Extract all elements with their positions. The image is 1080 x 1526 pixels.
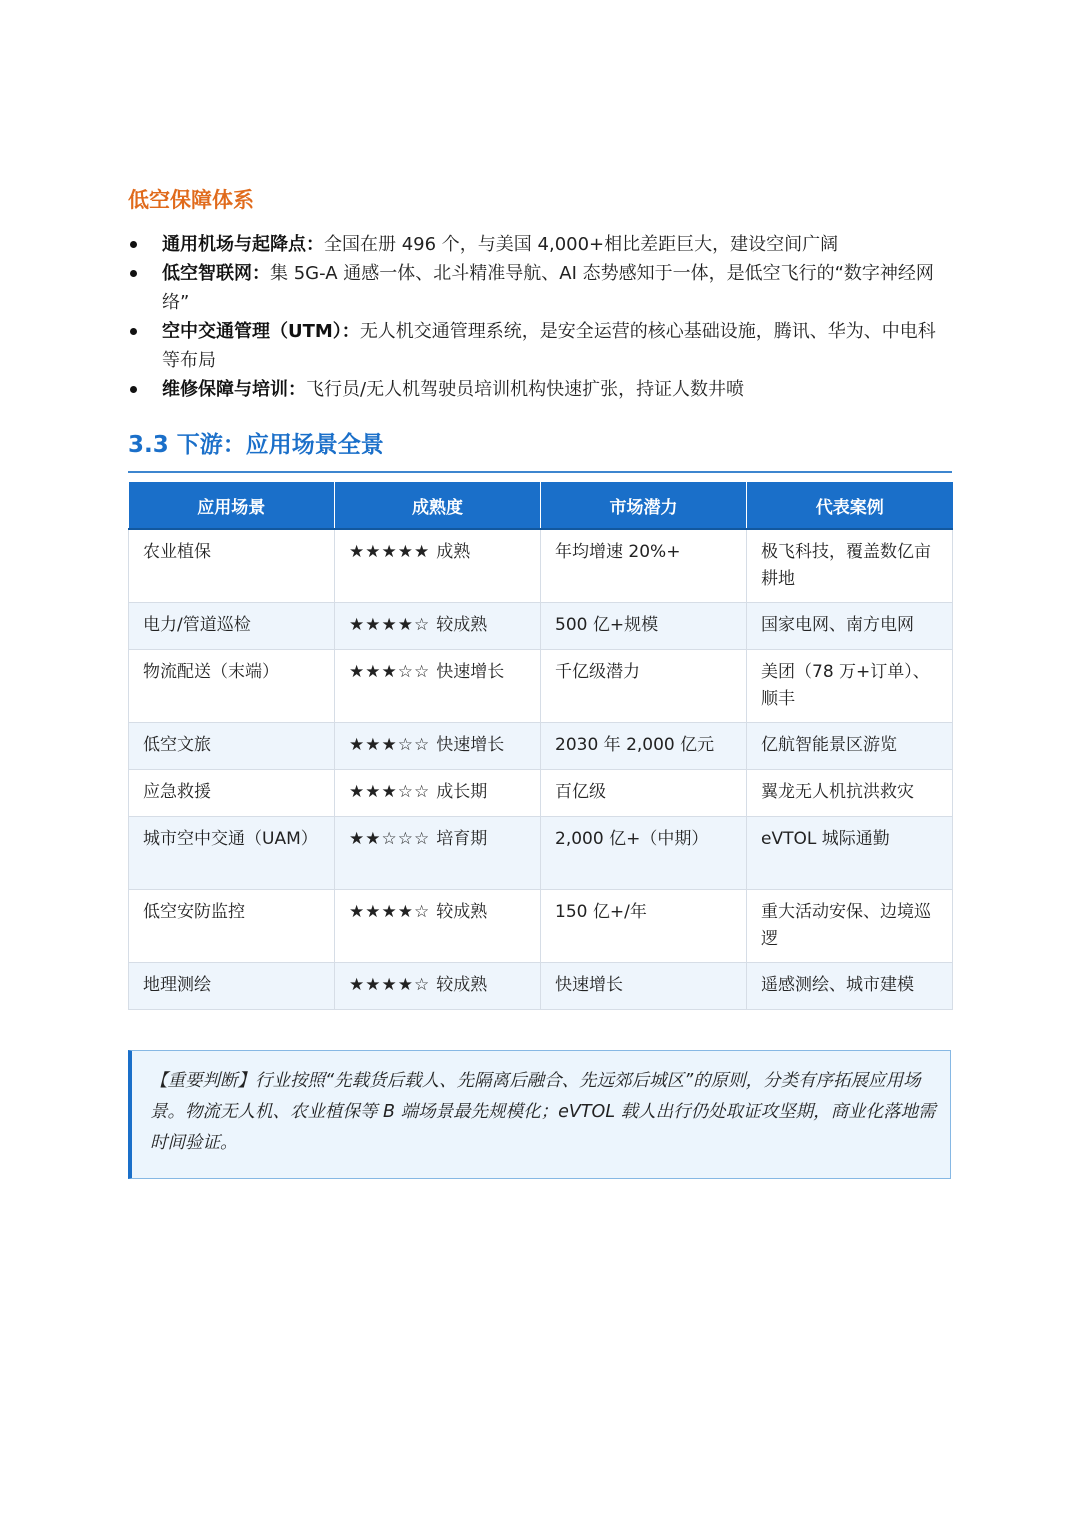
cases-cell: 极飞科技，覆盖数亿亩耕地: [747, 529, 953, 602]
column-header-potential: 市场潜力: [541, 482, 747, 529]
bullet-label: 空中交通管理（UTM）：: [162, 321, 360, 342]
maturity-cell: [335, 602, 541, 649]
potential-cell: 2,000 亿+（中期）: [541, 816, 747, 889]
column-header-scene: 应用场景: [129, 482, 335, 529]
table-row: [129, 769, 953, 816]
bullet-text: 集 5G-A 通感一体、北斗精准导航、AI 态势感知于一体，是低空飞行的“数字神经网络”: [162, 263, 934, 313]
key-judgment-callout: 【重要判断】行业按照“先载货后载人、先隔离后融合、先远郊后城区”的原则，分类有序拓展应用场景。物流无人机、农业植保等 B 端场景最先规模化；eVTOL 载人出行仍处取证攻坚期，商业化落地需时间验证。: [128, 1050, 951, 1179]
scene-cell: 低空安防监控: [129, 889, 335, 962]
column-header-cases: 代表案例: [747, 482, 953, 529]
maturity-label: 较成熟: [436, 901, 488, 922]
potential-cell: 快速增长: [541, 962, 747, 1009]
star-rating: ★★★★☆: [349, 974, 431, 995]
maturity-cell: [335, 962, 541, 1009]
potential-cell: 500 亿+规模: [541, 602, 747, 649]
cases-cell: 美团（78 万+订单）、顺丰: [747, 649, 953, 722]
bullet-text: 全国在册 496 个，与美国 4,000+相比差距巨大，建设空间广阔: [324, 234, 839, 255]
bullet-icon: [130, 386, 137, 393]
cases-cell: 亿航智能景区游览: [747, 722, 953, 769]
cases-cell: 遥感测绘、城市建模: [747, 962, 953, 1009]
list-item: [128, 230, 952, 259]
potential-cell: 年均增速 20%+: [541, 529, 747, 602]
column-header-maturity: 成熟度: [335, 482, 541, 529]
scene-cell: 城市空中交通（UAM）: [129, 816, 335, 889]
maturity-cell: [335, 529, 541, 602]
maturity-label: 较成熟: [436, 974, 488, 995]
table-row: [129, 602, 953, 649]
bullet-label: 维修保障与培训：: [162, 379, 306, 400]
scene-cell: 应急救援: [129, 769, 335, 816]
potential-cell: 千亿级潜力: [541, 649, 747, 722]
cases-cell: eVTOL 城际通勤: [747, 816, 953, 889]
table-row: [129, 649, 953, 722]
support-system-heading: 低空保障体系: [128, 188, 254, 212]
bullet-icon: [130, 241, 137, 248]
maturity-cell: [335, 769, 541, 816]
star-rating: ★★☆☆☆: [349, 828, 431, 849]
bullet-label: 通用机场与起降点：: [162, 234, 324, 255]
cases-cell: 重大活动安保、边境巡逻: [747, 889, 953, 962]
table-row: [129, 962, 953, 1009]
bullet-text: 无人机交通管理系统，是安全运营的核心基础设施，腾讯、华为、中电科等布局: [162, 321, 936, 371]
maturity-label: 培育期: [436, 828, 488, 849]
maturity-label: 快速增长: [436, 661, 505, 682]
potential-cell: 2030 年 2,000 亿元: [541, 722, 747, 769]
bullet-icon: [130, 328, 137, 335]
support-bullet-list: [128, 230, 952, 404]
potential-cell: 百亿级: [541, 769, 747, 816]
bullet-label: 低空智联网：: [162, 263, 270, 284]
maturity-label: 成长期: [436, 781, 488, 802]
table-row: [129, 529, 953, 602]
star-rating: ★★★☆☆: [349, 661, 431, 682]
scene-cell: 低空文旅: [129, 722, 335, 769]
maturity-cell: [335, 722, 541, 769]
maturity-cell: [335, 889, 541, 962]
cases-cell: 国家电网、南方电网: [747, 602, 953, 649]
bullet-icon: [130, 270, 137, 277]
potential-cell: 150 亿+/年: [541, 889, 747, 962]
star-rating: ★★★☆☆: [349, 781, 431, 802]
list-item: [128, 375, 952, 404]
list-item: [128, 259, 952, 317]
table-row: [129, 722, 953, 769]
maturity-label: 快速增长: [436, 734, 505, 755]
section-title: 3.3 下游：应用场景全景: [128, 428, 952, 473]
scene-cell: 电力/管道巡检: [129, 602, 335, 649]
maturity-cell: [335, 816, 541, 889]
maturity-label: 成熟: [436, 542, 471, 562]
star-rating: ★★★★☆: [349, 614, 431, 635]
table-header-row: [129, 482, 953, 529]
cases-cell: 翼龙无人机抗洪救灾: [747, 769, 953, 816]
table-row: [129, 816, 953, 889]
star-rating: ★★★★★: [349, 542, 431, 562]
star-rating: ★★★★☆: [349, 901, 431, 922]
bullet-text: 飞行员/无人机驾驶员培训机构快速扩张，持证人数井喷: [306, 379, 745, 400]
scene-cell: 物流配送（末端）: [129, 649, 335, 722]
list-item: [128, 317, 952, 375]
maturity-label: 较成熟: [436, 614, 488, 635]
table-row: [129, 889, 953, 962]
star-rating: ★★★☆☆: [349, 734, 431, 755]
scene-cell: 地理测绘: [129, 962, 335, 1009]
scene-cell: 农业植保: [129, 529, 335, 602]
maturity-cell: [335, 649, 541, 722]
application-scenarios-table: [128, 482, 952, 1010]
